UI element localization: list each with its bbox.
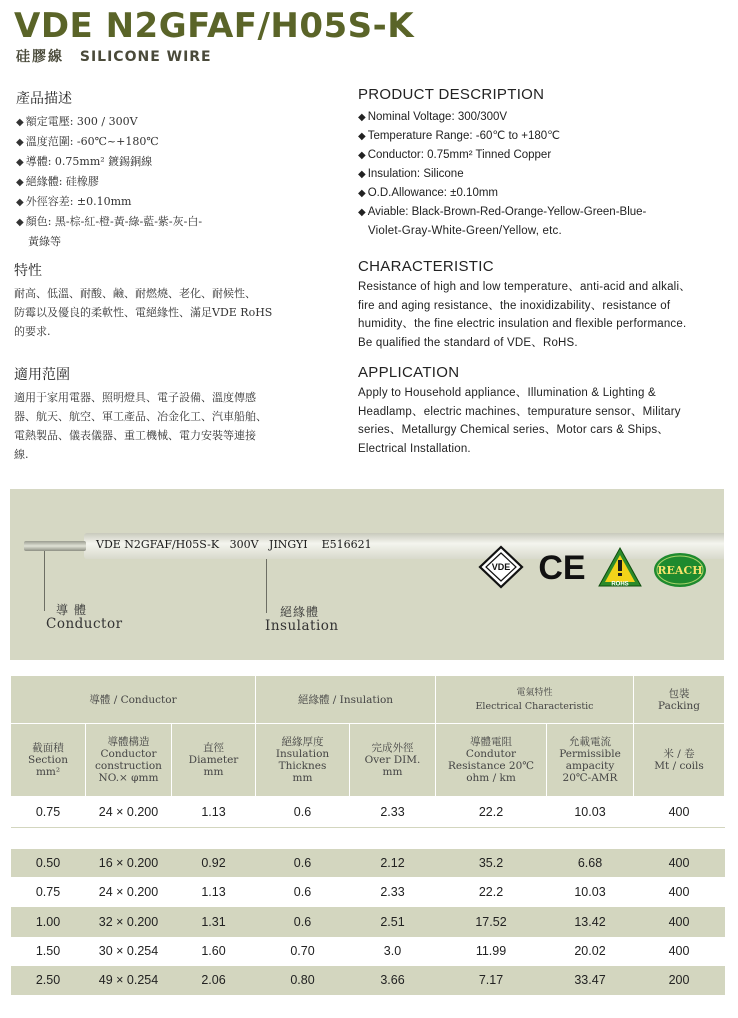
table-cell: 3.0 xyxy=(350,937,436,966)
cn-description-title: 產品描述 xyxy=(16,91,72,107)
vde-certification-label: VDE xyxy=(491,562,511,572)
table-cell: 0.6 xyxy=(256,907,350,937)
subtitle-en: SILICONE WIRE xyxy=(79,49,212,65)
list-item: ◆ 額定電壓: 300 / 300V xyxy=(16,112,336,132)
table-row xyxy=(11,966,725,995)
table-cell: 0.50 xyxy=(11,849,86,877)
header-line: construction xyxy=(95,760,162,772)
table-cell: 0.75 xyxy=(11,797,86,827)
table-cell: 200 xyxy=(634,966,725,995)
insulation-leader-line xyxy=(266,559,267,613)
en-description-title: PRODUCT DESCRIPTION xyxy=(358,86,545,103)
page-title: VDE N2GFAF/H05S-K xyxy=(14,6,415,46)
column-header-section xyxy=(11,724,86,797)
column-header-row xyxy=(11,724,725,797)
en-characteristic-line: fire and aging resistance、the inoxidizability、resistance of xyxy=(358,299,671,312)
table-cell: 24 × 0.200 xyxy=(86,797,172,827)
list-item: ◆ O.D.Allowance: ±0.10mm xyxy=(358,184,728,203)
table-cell: 7.17 xyxy=(436,966,547,995)
table-cell: 0.6 xyxy=(256,877,350,907)
cn-characteristic-line: 防霉以及優良的柔軟性、電絕緣性、滿足VDE RoHS xyxy=(14,306,273,319)
table-cell: 30 × 0.254 xyxy=(86,937,172,966)
table-cell: 0.6 xyxy=(256,849,350,877)
table-row xyxy=(11,937,725,966)
header-line: 完成外徑 xyxy=(371,742,414,754)
list-item: ◆ Insulation: Silicone xyxy=(358,165,728,184)
table-cell: 20.02 xyxy=(547,937,634,966)
rohs-certification-label: ROHS xyxy=(611,581,629,588)
group-header-packing xyxy=(634,676,725,724)
en-characteristic-section xyxy=(358,258,728,352)
conductor-label-cn: 導體 xyxy=(56,603,93,617)
table-cell: 0.92 xyxy=(172,849,256,877)
specification-table xyxy=(10,675,725,995)
packing-header-en: Packing xyxy=(658,699,700,712)
header-line: NO.× φmm xyxy=(98,772,159,784)
column-header-insulation-thickness xyxy=(256,724,350,797)
table-cell: 400 xyxy=(634,877,725,907)
table-spacer xyxy=(11,828,725,849)
header-line: Section xyxy=(28,754,68,766)
en-description-cont: Violet-Gray-White-Green/Yellow, etc. xyxy=(368,225,562,237)
header-line: 直徑 xyxy=(203,742,224,754)
en-application-line: Electrical Installation. xyxy=(358,442,471,455)
rohs-certification-icon xyxy=(597,546,643,588)
wire-conductor xyxy=(24,541,86,551)
cn-application-line: 電熱製品、儀表儀器、重工機械、電力安裝等連接 xyxy=(14,429,256,442)
en-application-line: Headlamp、electric machines、tempurature sensor、Military xyxy=(358,405,681,418)
group-header-electrical xyxy=(436,676,634,724)
table-cell: 2.12 xyxy=(350,849,436,877)
header-line: Diameter xyxy=(188,754,239,766)
subtitle-cn: 硅膠線 xyxy=(16,49,64,65)
list-item: ◆ Aviable: Black-Brown-Red-Orange-Yellow-Green-Blue- xyxy=(358,203,728,222)
table-cell: 2.33 xyxy=(350,877,436,907)
en-description-list xyxy=(358,108,728,222)
table-cell: 400 xyxy=(634,937,725,966)
list-item: ◆ 絕緣體: 硅橡膠 xyxy=(16,172,336,192)
column-header-construction xyxy=(86,724,172,797)
cn-application-title: 適用范圍 xyxy=(14,367,70,383)
table-cell: 400 xyxy=(634,797,725,827)
conductor-label-en: Conductor xyxy=(46,616,123,632)
table-cell: 1.50 xyxy=(11,937,86,966)
ce-certification-label: CE xyxy=(538,549,586,586)
wire-print-text: VDE N2GFAF/H05S-K 300V JINGYI E516621 xyxy=(96,538,372,551)
table-cell: 1.31 xyxy=(172,907,256,937)
list-item: ◆ 顏色: 黑-棕-紅-橙-黃-綠-藍-紫-灰-白- xyxy=(16,212,336,232)
cn-characteristic-line: 的要求. xyxy=(14,325,51,338)
header-line: Insulation xyxy=(275,748,330,760)
table-cell: 13.42 xyxy=(547,907,634,937)
table-cell: 2.50 xyxy=(11,966,86,995)
table-cell: 0.80 xyxy=(256,966,350,995)
table-cell: 22.2 xyxy=(436,797,547,827)
table-cell: 1.60 xyxy=(172,937,256,966)
en-characteristic-line: humidity、the fine electric insulation and flexible performance. xyxy=(358,318,687,330)
table-cell: 1.13 xyxy=(172,877,256,907)
table-cell: 0.70 xyxy=(256,937,350,966)
cn-characteristic-title: 特性 xyxy=(14,263,42,279)
header-line: ampacity xyxy=(565,760,615,772)
table-cell: 32 × 0.200 xyxy=(86,907,172,937)
table-cell: 10.03 xyxy=(547,877,634,907)
column-header-diameter xyxy=(172,724,256,797)
table-cell: 6.68 xyxy=(547,849,634,877)
cn-application-section xyxy=(14,364,334,464)
table-row xyxy=(11,797,725,827)
header-line: mm xyxy=(382,766,403,778)
header-line: 截面積 xyxy=(32,742,64,754)
header-line: ohm / km xyxy=(466,772,516,784)
table-cell: 16 × 0.200 xyxy=(86,849,172,877)
table-cell: 24 × 0.200 xyxy=(86,877,172,907)
header-line: mm xyxy=(203,766,224,778)
table-cell: 35.2 xyxy=(436,849,547,877)
group-header-conductor: 導體 / Conductor xyxy=(11,676,256,724)
table-cell: 3.66 xyxy=(350,966,436,995)
list-item: ◆ 外徑容差: ±0.10mm xyxy=(16,192,336,212)
reach-certification-icon xyxy=(652,551,708,589)
table-cell: 2.51 xyxy=(350,907,436,937)
header-line: mm xyxy=(292,772,313,784)
electrical-header-en: Electrical Characteristic xyxy=(475,700,594,712)
cn-description-section xyxy=(16,88,336,251)
list-item: ◆ 溫度范圍: -60℃~+180℃ xyxy=(16,132,336,152)
reach-certification-label: REACH xyxy=(657,564,703,577)
table-cell: 11.99 xyxy=(436,937,547,966)
column-header-resistance xyxy=(436,724,547,797)
en-description-section xyxy=(358,86,728,241)
cn-application-line: 線. xyxy=(14,448,29,461)
header-line: 允載電流 xyxy=(569,736,611,748)
cn-characteristic-section xyxy=(14,260,334,341)
table-row xyxy=(11,907,725,937)
table-cell: 2.33 xyxy=(350,797,436,827)
en-characteristic-line: Be qualified the standard of VDE、RoHS. xyxy=(358,336,578,349)
table-row xyxy=(11,877,725,907)
table-cell: 22.2 xyxy=(436,877,547,907)
table-row xyxy=(11,849,725,877)
column-header-ampacity xyxy=(547,724,634,797)
packing-header-cn: 包裝 xyxy=(668,687,690,700)
header-line: 米 / 卷 xyxy=(663,748,695,760)
header-line: 導體構造 xyxy=(107,736,150,748)
insulation-label-en: Insulation xyxy=(265,618,339,634)
header-line: 20℃-AMR xyxy=(562,772,618,784)
insulation-label-cn: 絕緣體 xyxy=(280,605,320,619)
page-subtitle xyxy=(16,46,212,66)
header-line: Resistance 20℃ xyxy=(447,760,535,772)
en-application-line: Apply to Household appliance、Illumination & Lighting & xyxy=(358,387,656,399)
header-line: Permissible xyxy=(559,748,621,760)
group-header-insulation: 絕緣體 / Insulation xyxy=(256,676,436,724)
table-cell: 33.47 xyxy=(547,966,634,995)
table-cell: 0.75 xyxy=(11,877,86,907)
vde-certification-icon xyxy=(478,545,524,589)
list-item: ◆ Nominal Voltage: 300/300V xyxy=(358,108,728,127)
list-item: ◆ Temperature Range: -60℃ to +180℃ xyxy=(358,127,728,146)
en-application-title: APPLICATION xyxy=(358,364,460,381)
table-cell: 17.52 xyxy=(436,907,547,937)
cn-description-cont: 黃綠等 xyxy=(28,235,61,248)
en-characteristic-line: Resistance of high and low temperature、anti-acid and alkali、 xyxy=(358,281,691,293)
en-application-line: series、Metallurgy Chemical series、Motor cars & Ships、 xyxy=(358,424,669,436)
table-cell: 0.6 xyxy=(256,797,350,827)
cn-description-list xyxy=(16,112,336,232)
header-line: mm² xyxy=(35,766,61,778)
table-cell: 1.13 xyxy=(172,797,256,827)
electrical-header-cn: 電氣特性 xyxy=(516,687,553,698)
table-cell: 2.06 xyxy=(172,966,256,995)
cn-application-line: 適用于家用電器、照明燈具、電子設備、溫度傳感 xyxy=(14,391,256,404)
header-line: 絕緣厚度 xyxy=(281,736,324,748)
column-header-over-dim xyxy=(350,724,436,797)
en-application-section xyxy=(358,364,728,458)
header-line: Thicknes xyxy=(278,760,327,772)
conductor-leader-line xyxy=(44,551,45,611)
list-item: ◆ Conductor: 0.75mm² Tinned Copper xyxy=(358,146,728,165)
header-line: Mt / coils xyxy=(654,760,704,772)
en-characteristic-title: CHARACTERISTIC xyxy=(358,258,494,275)
table-cell: 1.00 xyxy=(11,907,86,937)
cn-application-line: 器、航天、航空、軍工產品、冶金化工、汽車船舶、 xyxy=(14,410,267,423)
cn-characteristic-line: 耐高、低溫、耐酸、鹼、耐燃燒、老化、耐候性、 xyxy=(14,287,256,300)
header-line: Condutor xyxy=(465,748,517,760)
header-line: Conductor xyxy=(100,748,157,760)
table-cell: 10.03 xyxy=(547,797,634,827)
header-line: Over DIM. xyxy=(364,754,421,766)
column-header-packing xyxy=(634,724,725,797)
table-cell: 400 xyxy=(634,907,725,937)
table-cell: 49 × 0.254 xyxy=(86,966,172,995)
list-item: ◆ 導體: 0.75mm² 鍍錫銅線 xyxy=(16,152,336,172)
table-cell: 400 xyxy=(634,849,725,877)
ce-certification-icon xyxy=(536,548,588,586)
header-line: 導體電阻 xyxy=(470,736,512,748)
